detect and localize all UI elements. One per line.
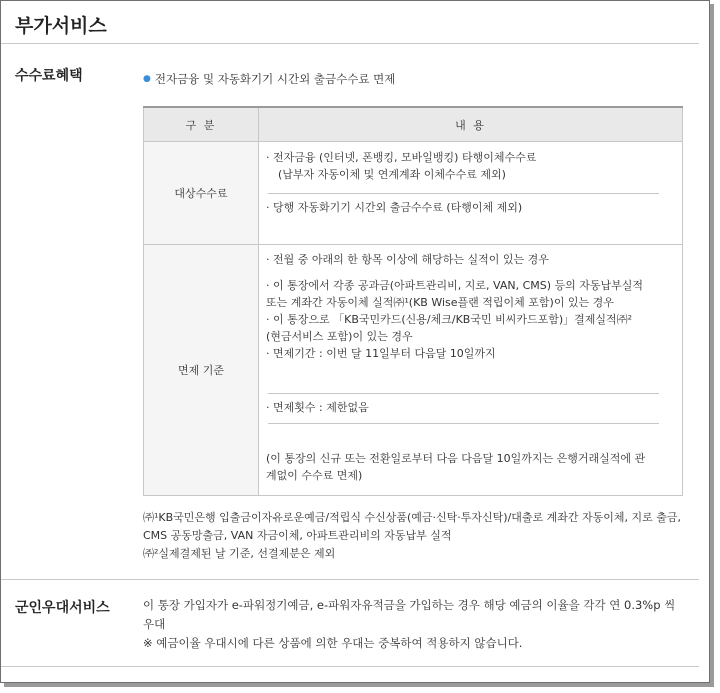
bullet-icon: ●: [143, 74, 151, 84]
footnote-1: ㈜¹KB국민은행 입출금이자유로운예금/적립식 수신상품(예금·신탁·투자신탁)/대출로 계좌간 자동이체, 지로 출금, CMS 공동망출금, VAN 자금이체, 아파트관리비의 자동납부 실적: [143, 511, 682, 542]
military-description: [143, 596, 683, 653]
item-line: · 전자금융 (인터넷, 폰뱅킹, 모바일뱅킹) 타행이체수수료: [266, 151, 537, 164]
military-line-2: ※ 예금이율 우대시에 다른 상품에 의한 우대는 중복하여 적용하지 않습니다.: [143, 636, 523, 650]
fee-benefit-summary-text: 전자금융 및 자동화기기 시간외 출금수수료 면제: [154, 72, 396, 86]
row-category-target-fee: 대상수수료: [144, 142, 259, 245]
military-heading: 군인우대서비스: [15, 600, 110, 616]
fee-table-header: [144, 107, 683, 142]
header-content: 내 용: [259, 107, 683, 142]
list-item: [266, 194, 671, 224]
military-line-1: 이 통장 가입자가 e-파워정기예금, e-파워자유적금을 가입하는 경우 해당 예금의 이율을 각각 연 0.3%p 씩 우대: [143, 598, 676, 631]
table-row: [144, 142, 683, 245]
item-line: (이 통장의 신규 또는 전환일로부터 다음 다음달 10일까지는 은행거래실적에 관: [266, 452, 646, 465]
spacer: [266, 268, 671, 277]
row-content-target-fee: [259, 142, 683, 245]
row-content-waiver-criteria: [259, 245, 683, 496]
list-item: [266, 143, 671, 193]
item-line: 계없이 수수료 면제): [266, 469, 363, 482]
list-item: [266, 444, 671, 494]
row-category-waiver-criteria: 면제 기준: [144, 245, 259, 496]
table-row: [144, 245, 683, 496]
divider: [1, 579, 699, 580]
fee-benefit-summary: [143, 71, 395, 87]
item-line: · 면제횟수 : 제한없음: [266, 401, 369, 414]
header-category: 구 분: [144, 107, 259, 142]
fee-table: [143, 106, 683, 496]
item-line: (납부자 자동이체 및 연계계좌 이체수수료 제외): [278, 168, 506, 181]
item-line: · 이 통장에서 각종 공과금(아파트관리비, 지로, VAN, CMS) 등의 자동납부실적: [266, 279, 644, 292]
item-line: · 당행 자동화기기 시간외 출금수수료 (타행이체 제외): [266, 201, 523, 214]
list-item: [266, 394, 671, 423]
page-title: 부가서비스: [15, 15, 107, 37]
footnotes: [143, 509, 688, 563]
item-line: (현금서비스 포함)이 있는 경우: [266, 330, 413, 343]
fee-benefit-heading: 수수료혜택: [15, 68, 83, 84]
item-line: · 면제기간 : 이번 달 11일부터 다음달 10일까지: [266, 347, 496, 360]
list-item: [266, 424, 671, 444]
item-line: · 전월 중 아래의 한 항목 이상에 해당하는 실적이 있는 경우: [266, 253, 549, 266]
divider: [1, 666, 699, 667]
item-line: · 이 통장으로 「KB국민카드(신용/체크/KB국민 비씨카드포함)」결제실적㈜²: [266, 313, 633, 326]
list-item: [266, 246, 671, 393]
item-line: 또는 계좌간 자동이체 실적㈜¹(KB Wise플랜 적립이체 포함)이 있는 경우: [266, 296, 614, 309]
footnote-2: ㈜²실제결제된 날 기준, 선결제분은 제외: [143, 547, 336, 560]
divider: [1, 43, 699, 44]
